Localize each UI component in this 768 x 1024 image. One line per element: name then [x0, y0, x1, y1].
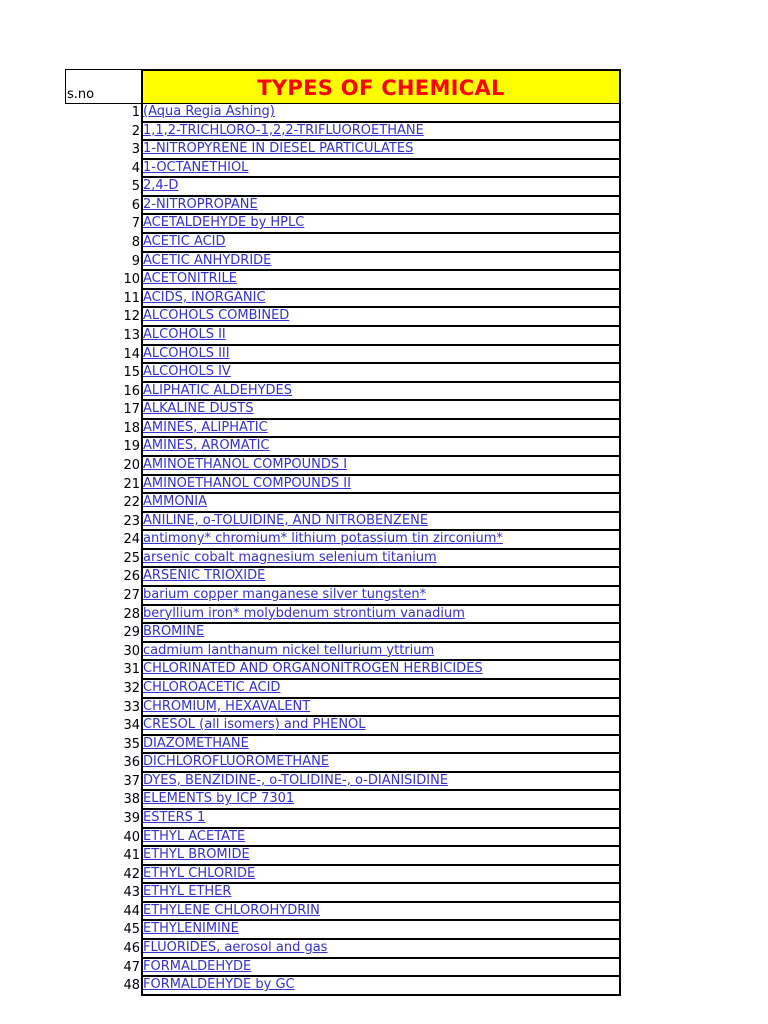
chemical-link[interactable]: DICHLOROFLUOROMETHANE — [143, 754, 330, 770]
row-number: 28 — [123, 606, 140, 622]
chemical-name-cell — [141, 847, 621, 866]
chemical-name-cell — [141, 754, 621, 773]
chemical-name-cell — [141, 661, 621, 680]
row-number: 35 — [123, 736, 140, 752]
row-number: 21 — [123, 476, 140, 492]
chemical-link[interactable]: CHLORINATED AND ORGANONITROGEN HERBICIDES — [143, 661, 483, 677]
chemical-name-cell — [141, 699, 621, 718]
row-number: 12 — [123, 309, 140, 325]
row-number: 47 — [123, 959, 140, 975]
chemical-name-cell — [141, 773, 621, 792]
row-number: 18 — [123, 420, 140, 436]
chemical-link[interactable]: AMMONIA — [143, 494, 208, 510]
row-number: 16 — [123, 383, 140, 399]
row-number: 40 — [123, 829, 140, 845]
row-number: 22 — [123, 495, 140, 511]
table-row — [65, 810, 621, 829]
chemical-name-cell — [141, 736, 621, 755]
row-number: 36 — [123, 755, 140, 771]
chemical-link[interactable]: ALCOHOLS III — [143, 345, 230, 361]
table-row — [65, 438, 621, 457]
table-row — [65, 791, 621, 810]
chemical-link[interactable]: arsenic cobalt magnesium selenium titanium — [143, 549, 437, 565]
table-row — [65, 959, 621, 978]
table-row — [65, 550, 621, 569]
chemical-name-cell — [141, 420, 621, 439]
row-number: 4 — [131, 160, 140, 176]
table-row — [65, 364, 621, 383]
chemical-name-cell — [141, 253, 621, 272]
table-row — [65, 234, 621, 253]
table-header-row — [65, 69, 621, 104]
table-row — [65, 847, 621, 866]
chemical-link[interactable]: ETHYL BROMIDE — [143, 847, 250, 863]
chemical-link[interactable]: 1-NITROPYRENE IN DIESEL PARTICULATES — [143, 141, 414, 157]
chemical-name-cell — [141, 829, 621, 848]
row-number: 10 — [123, 272, 140, 288]
chemical-name-cell — [141, 791, 621, 810]
table-row — [65, 215, 621, 234]
table-row — [65, 606, 621, 625]
chemical-link[interactable]: (Aqua Regia Ashing) — [143, 104, 275, 119]
chemical-link[interactable]: ETHYLENE CHLOROHYDRIN — [143, 902, 320, 918]
chemical-name-cell — [141, 513, 621, 532]
table-row — [65, 587, 621, 606]
row-number: 42 — [123, 866, 140, 882]
row-number: 29 — [123, 625, 140, 641]
chemical-link[interactable]: CHROMIUM, HEXAVALENT — [143, 698, 311, 714]
chemical-link[interactable]: ACETALDEHYDE by HPLC — [143, 215, 305, 231]
chemical-name-cell — [141, 587, 621, 606]
chemical-name-cell — [141, 494, 621, 513]
table-row — [65, 513, 621, 532]
chemical-link[interactable]: ETHYL CHLORIDE — [143, 865, 256, 881]
table-row — [65, 494, 621, 513]
row-number: 32 — [123, 680, 140, 696]
row-number: 19 — [123, 439, 140, 455]
chemical-link[interactable]: AMINES, ALIPHATIC — [143, 419, 268, 435]
chemical-link[interactable]: antimony* chromium* lithium potassium tin zirconium* — [143, 531, 503, 547]
row-number: 45 — [123, 922, 140, 938]
chemical-name-cell — [141, 290, 621, 309]
row-number: 2 — [131, 123, 140, 139]
chemical-link[interactable]: BROMINE — [143, 624, 205, 640]
table-row — [65, 197, 621, 216]
table-row — [65, 903, 621, 922]
row-number: 41 — [123, 848, 140, 864]
chemical-name-cell — [141, 866, 621, 885]
chemical-name-cell — [141, 327, 621, 346]
row-number: 8 — [131, 235, 140, 251]
table-row — [65, 123, 621, 142]
chemical-link[interactable]: ESTERS 1 — [143, 809, 206, 825]
table-row — [65, 290, 621, 309]
chemical-link[interactable]: ANILINE, o-TOLUIDINE, AND NITROBENZENE — [143, 512, 429, 528]
table-title: TYPES OF CHEMICAL — [141, 69, 621, 104]
table-row — [65, 866, 621, 885]
row-number: 17 — [123, 402, 140, 418]
chemical-link[interactable]: ACIDS, INORGANIC — [143, 289, 266, 305]
row-number: 46 — [123, 941, 140, 957]
chemical-link[interactable]: ETHYL ACETATE — [143, 828, 246, 844]
chemical-name-cell — [141, 308, 621, 327]
row-number: 9 — [131, 253, 140, 269]
row-number: 14 — [123, 346, 140, 362]
chemical-link[interactable]: AMINOETHANOL COMPOUNDS I — [143, 456, 348, 472]
table-row — [65, 476, 621, 495]
chemical-name-cell — [141, 178, 621, 197]
chemical-link[interactable]: ALCOHOLS II — [143, 326, 226, 342]
chemical-name-cell — [141, 643, 621, 662]
sno-header: s.no — [65, 69, 141, 104]
chemical-name-cell — [141, 401, 621, 420]
table-body — [65, 104, 621, 996]
chemical-link[interactable]: ACETONITRILE — [143, 271, 237, 287]
chemical-name-cell — [141, 884, 621, 903]
table-row — [65, 568, 621, 587]
row-number: 20 — [123, 457, 140, 473]
table-row — [65, 773, 621, 792]
row-number: 7 — [131, 216, 140, 232]
chemical-link[interactable]: ETHYLENIMINE — [143, 921, 239, 937]
chemical-link[interactable]: ARSENIC TRIOXIDE — [143, 568, 266, 584]
table-row — [65, 624, 621, 643]
row-number: 38 — [123, 792, 140, 808]
chemical-link[interactable]: ALKALINE DUSTS — [143, 401, 254, 417]
row-number: 26 — [123, 569, 140, 585]
chemical-name-cell — [141, 940, 621, 959]
chemical-link[interactable]: 2,4-D — [143, 178, 179, 194]
chemical-name-cell — [141, 234, 621, 253]
table-row — [65, 977, 621, 996]
chemical-link[interactable]: 1-OCTANETHIOL — [143, 159, 249, 175]
chemical-link[interactable]: DYES, BENZIDINE-, o-TOLIDINE-, o-DIANISIDINE — [143, 772, 449, 788]
chemical-name-cell — [141, 680, 621, 699]
chemical-name-cell — [141, 271, 621, 290]
table-row — [65, 717, 621, 736]
chemical-link[interactable]: ALCOHOLS IV — [143, 364, 231, 380]
chemical-name-cell — [141, 141, 621, 160]
table-row — [65, 940, 621, 959]
chemical-link[interactable]: FORMALDEHYDE by GC — [143, 977, 295, 993]
chemical-name-cell — [141, 346, 621, 365]
chemical-name-cell — [141, 977, 621, 996]
table-row — [65, 104, 621, 123]
row-number: 37 — [123, 773, 140, 789]
chemical-link[interactable]: ELEMENTS by ICP 7301 — [143, 791, 295, 807]
chemical-name-cell — [141, 457, 621, 476]
table-row — [65, 271, 621, 290]
chemical-name-cell — [141, 215, 621, 234]
chemical-link[interactable]: AMINOETHANOL COMPOUNDS II — [143, 475, 351, 491]
table-row — [65, 699, 621, 718]
chemical-link[interactable]: DIAZOMETHANE — [143, 735, 249, 751]
chemical-link[interactable]: CHLOROACETIC ACID — [143, 679, 281, 695]
table-row — [65, 141, 621, 160]
row-number: 3 — [131, 142, 140, 158]
row-number: 30 — [123, 643, 140, 659]
chemical-name-cell — [141, 959, 621, 978]
chemical-name-cell — [141, 624, 621, 643]
chemical-name-cell — [141, 550, 621, 569]
row-number: 43 — [123, 885, 140, 901]
chemical-name-cell — [141, 568, 621, 587]
row-number: 31 — [123, 662, 140, 678]
chemical-name-cell — [141, 531, 621, 550]
row-number: 44 — [123, 903, 140, 919]
row-number: 33 — [123, 699, 140, 715]
table-row — [65, 160, 621, 179]
chemical-link[interactable]: CRESOL (all isomers) and PHENOL — [143, 717, 366, 733]
table-row — [65, 346, 621, 365]
chemical-name-cell — [141, 364, 621, 383]
chemical-link[interactable]: AMINES, AROMATIC — [143, 438, 270, 454]
table-row — [65, 420, 621, 439]
row-number: 1 — [131, 105, 140, 120]
chemical-name-cell — [141, 383, 621, 402]
chemical-name-cell — [141, 606, 621, 625]
row-number: 39 — [123, 810, 140, 826]
row-number: 15 — [123, 365, 140, 381]
chemical-link[interactable]: barium copper manganese silver tungsten* — [143, 587, 427, 603]
table-row — [65, 531, 621, 550]
table-row — [65, 754, 621, 773]
table-row — [65, 383, 621, 402]
table-row — [65, 308, 621, 327]
row-number: 24 — [123, 532, 140, 548]
row-number: 6 — [131, 197, 140, 213]
table-row — [65, 736, 621, 755]
row-number: 34 — [123, 718, 140, 734]
chemical-link[interactable]: ACETIC ANHYDRIDE — [143, 252, 272, 268]
table-row — [65, 643, 621, 662]
table-row — [65, 661, 621, 680]
table-row — [65, 327, 621, 346]
table-row — [65, 884, 621, 903]
table-row — [65, 921, 621, 940]
row-number: 23 — [123, 513, 140, 529]
table-row — [65, 178, 621, 197]
row-number: 48 — [123, 978, 140, 994]
row-number: 25 — [123, 550, 140, 566]
chemical-name-cell — [141, 123, 621, 142]
chemical-link[interactable]: FORMALDEHYDE — [143, 958, 252, 974]
chemical-name-cell — [141, 921, 621, 940]
table-row — [65, 457, 621, 476]
row-number: 27 — [123, 588, 140, 604]
chemical-link[interactable]: 1,1,2-TRICHLORO-1,2,2-TRIFLUOROETHANE — [143, 122, 424, 138]
table-row — [65, 401, 621, 420]
chemical-name-cell — [141, 197, 621, 216]
chemical-link[interactable]: ALCOHOLS COMBINED — [143, 308, 290, 324]
row-number: 11 — [123, 290, 140, 306]
chemical-name-cell — [141, 104, 621, 123]
row-number: 13 — [123, 327, 140, 343]
row-number: 5 — [131, 179, 140, 195]
chemical-name-cell — [141, 810, 621, 829]
chemical-name-cell — [141, 476, 621, 495]
chemical-name-cell — [141, 438, 621, 457]
chemical-link[interactable]: beryllium iron* molybdenum strontium vanadium — [143, 605, 465, 621]
chemical-table — [65, 69, 621, 996]
chemical-name-cell — [141, 903, 621, 922]
chemical-link[interactable]: cadmium lanthanum nickel tellurium yttrium — [143, 642, 435, 658]
table-row — [65, 253, 621, 272]
chemical-name-cell — [141, 160, 621, 179]
table-row — [65, 829, 621, 848]
chemical-link[interactable]: ETHYL ETHER — [143, 884, 232, 900]
chemical-link[interactable]: 2-NITROPROPANE — [143, 196, 258, 212]
chemical-name-cell — [141, 717, 621, 736]
chemical-link[interactable]: ALIPHATIC ALDEHYDES — [143, 382, 293, 398]
chemical-link[interactable]: ACETIC ACID — [143, 234, 226, 250]
table-row — [65, 680, 621, 699]
chemical-link[interactable]: FLUORIDES, aerosol and gas — [143, 940, 328, 956]
